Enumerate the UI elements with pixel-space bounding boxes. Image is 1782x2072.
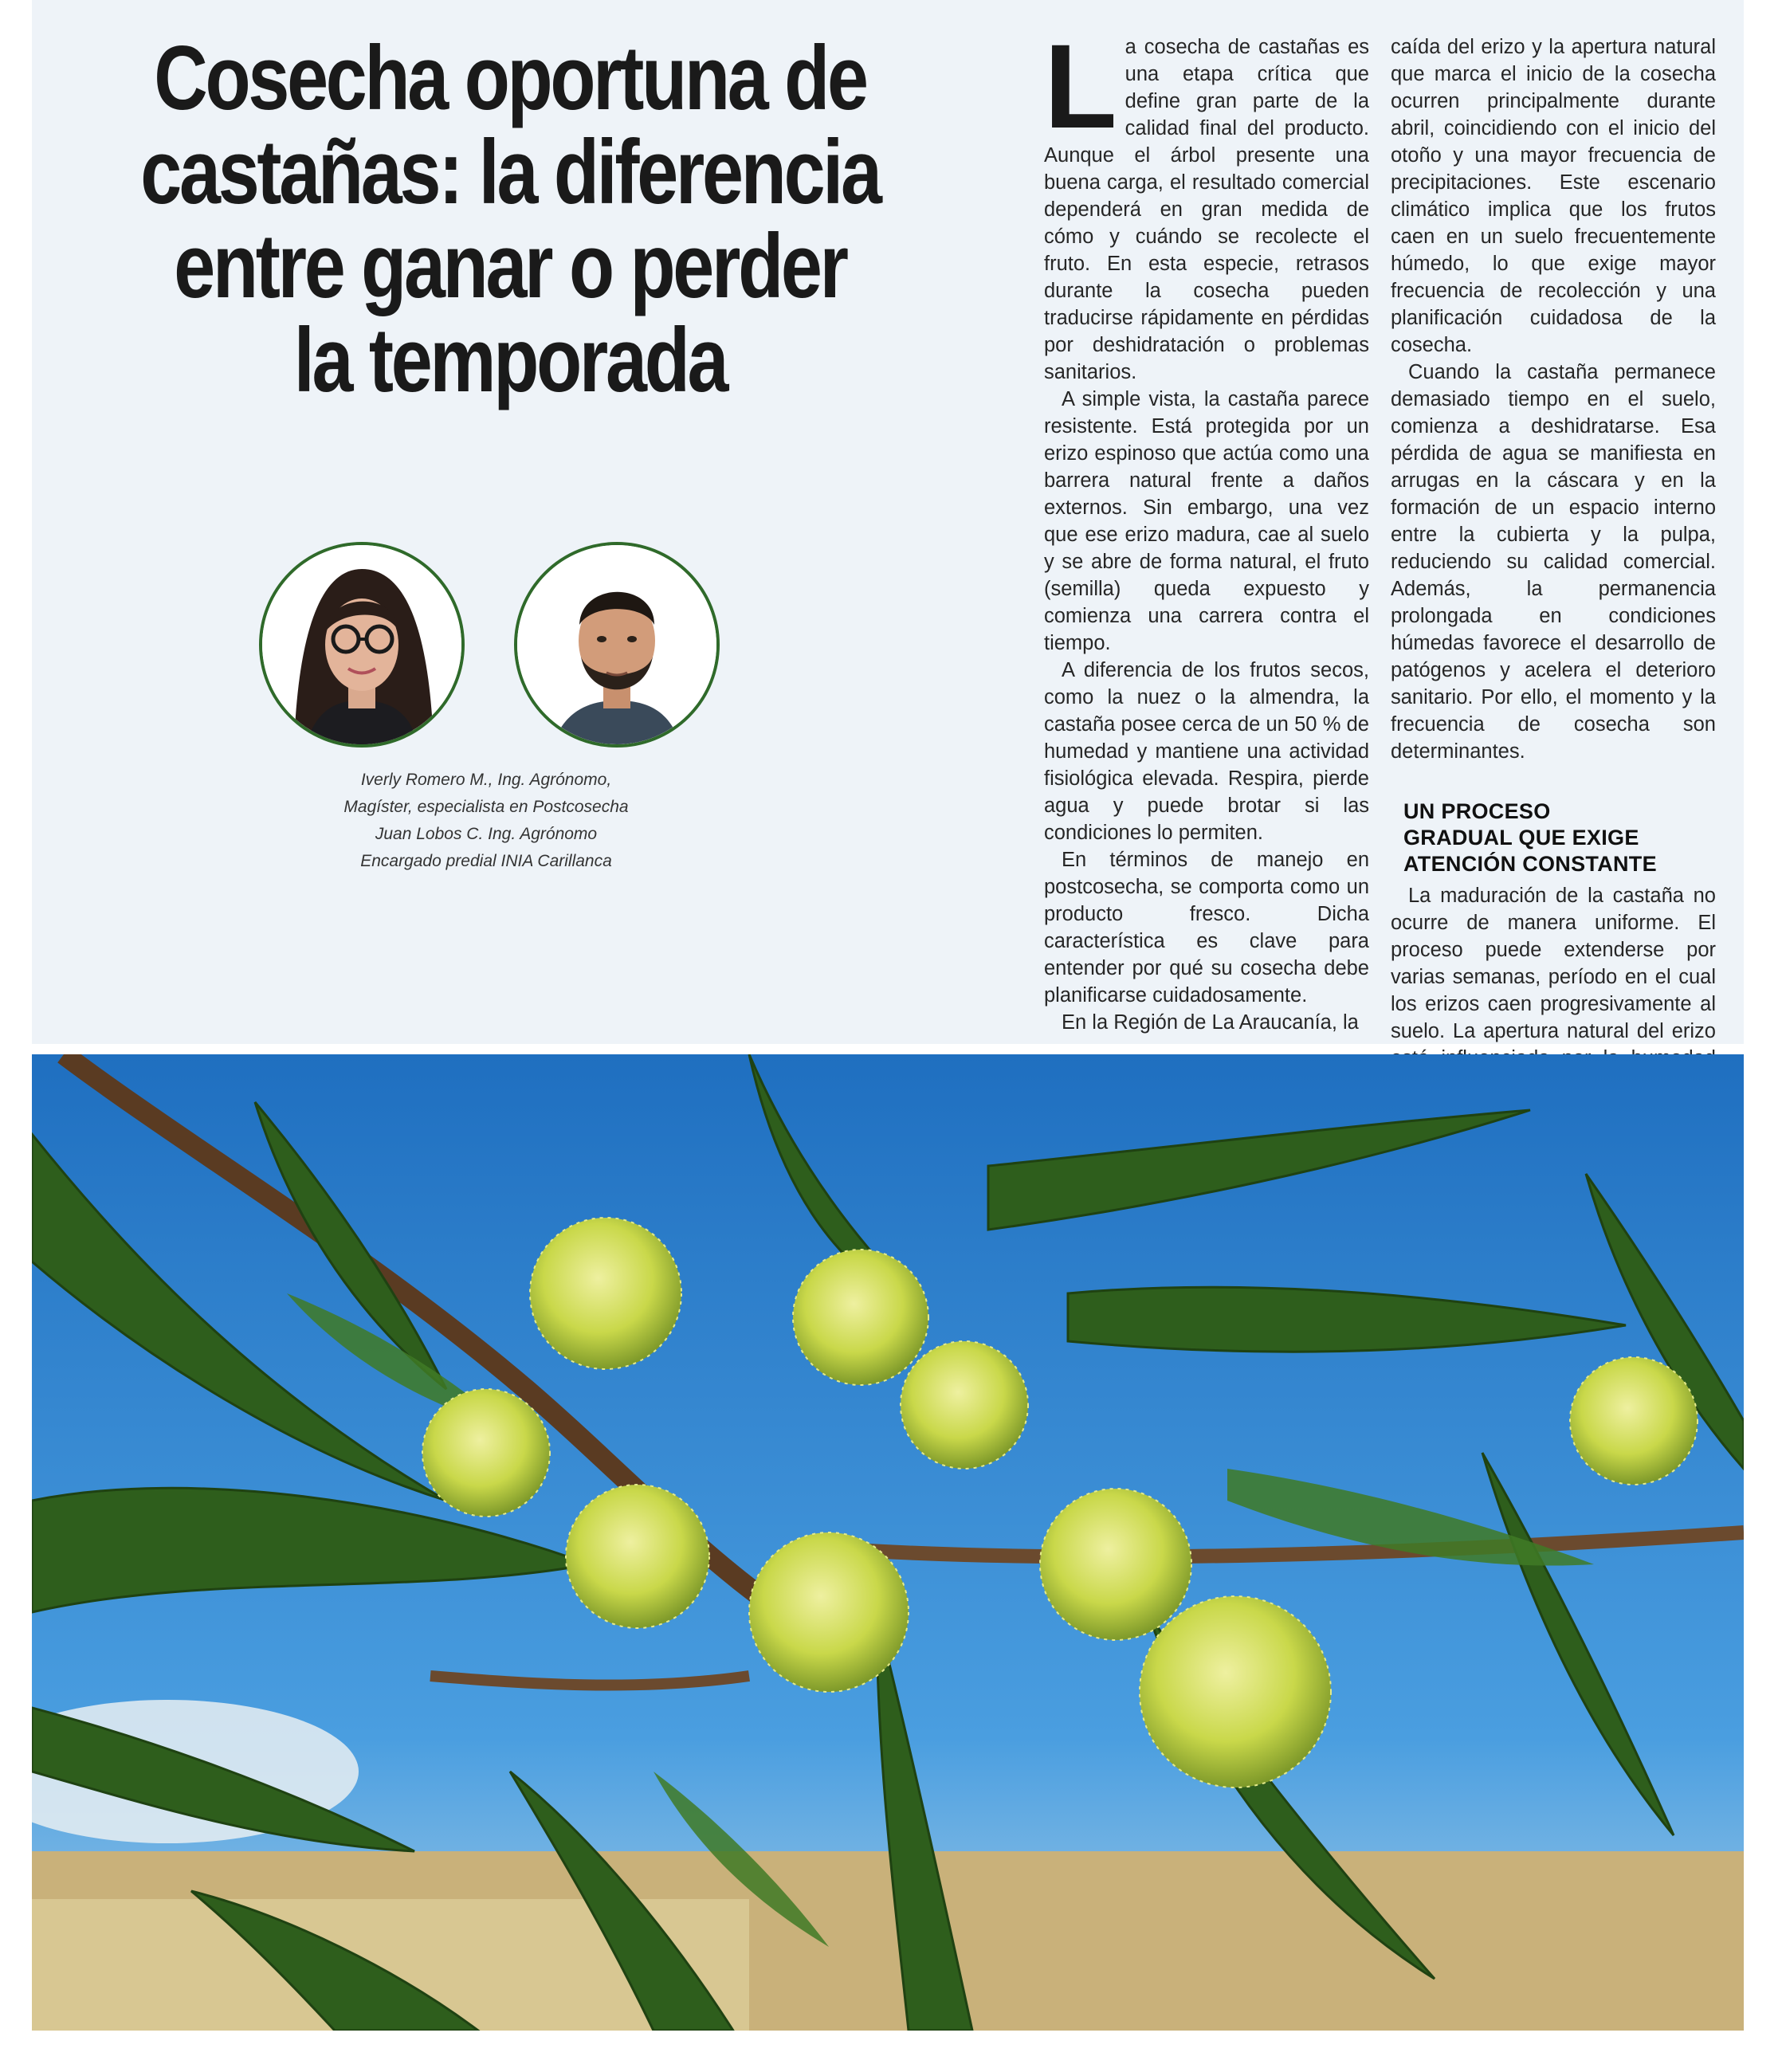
- article-headline: Cosecha oportuna de castañas: la diferencia entre ganar o perder la temporada: [140, 28, 880, 411]
- body-paragraph: caída del erizo y la apertura natural que marca el inicio de la cosecha ocurren principalmente durante abril, coincidiendo con el inicio del otoño y una mayor frecuencia de precipitaciones. Este escenario climático implica que los frutos caen en un suelo frecuentemente húmedo, lo que exige mayor frecuencia de recolección y una planificación cuidadosa de la cosecha.: [1391, 36, 1716, 356]
- article-column-2: [1391, 33, 1716, 1099]
- subheading-line: GRADUAL QUE EXIGE: [1403, 826, 1639, 850]
- author-credit-line: Magíster, especialista en Postcosecha: [343, 798, 629, 816]
- subheading-line: UN PROCESO: [1403, 799, 1551, 823]
- author-credit-line: Juan Lobos C. Ing. Agrónomo: [375, 825, 598, 843]
- section-subheading: [1403, 799, 1716, 877]
- body-paragraph: En términos de manejo en postcosecha, se comporta como un producto fresco. Dicha característica es clave para entender por qué su cosecha debe planificarse cuidadosamente.: [1044, 849, 1369, 1007]
- author-credit-line: Encargado predial INIA Carillanca: [360, 852, 612, 870]
- subheading-line: ATENCIÓN CONSTANTE: [1403, 852, 1657, 876]
- woman-portrait-illustration: [262, 545, 461, 744]
- author-credits: [263, 767, 709, 875]
- body-text: a cosecha de castañas es una etapa crítica que define gran parte de la calidad final del producto. Aunque el árbol presente una buena carga, el resultado comercial dependerá en gran medida de cómo y cuándo se recolecte el fruto. En esta especie, retrasos durante la cosecha pueden traducirse rápidamente en pérdidas por deshidratación o problemas sanitarios.: [1044, 36, 1369, 383]
- author-portrait-romero: [259, 542, 465, 748]
- article-column-1: [1044, 19, 1369, 1036]
- man-portrait-illustration: [517, 545, 716, 744]
- author-portrait-lobos: [514, 542, 720, 748]
- body-paragraph: [1044, 19, 1369, 386]
- body-paragraph: Cuando la castaña permanece demasiado tiempo en el suelo, comienza a deshidratarse. Esa pérdida de agua se manifiesta en arrugas en la cáscara y en la formación de un espacio interno entre la cubierta y la pulpa, reduciendo su calidad comercial. Además, la permanencia prolongada en condiciones húmedas favorece el desarrollo de patógenos y acelera el deterioro sanitario. Por ello, el momento y la frecuencia de cosecha son determinantes.: [1391, 361, 1716, 763]
- chestnut-branch-illustration: [32, 1054, 1744, 2031]
- body-paragraph: A diferencia de los frutos secos, como la nuez o la almendra, la castaña posee cerca de un 50 % de humedad y mantiene una actividad fisiológica elevada. Respira, pierde agua y puede brotar si las condiciones lo permiten.: [1044, 659, 1369, 844]
- drop-cap: L: [1044, 19, 1117, 153]
- body-paragraph: A simple vista, la castaña parece resistente. Está protegida por un erizo espinoso que actúa como una barrera natural frente a daños externos. Sin embargo, una vez que ese erizo madura, cae al suelo y se abre de forma natural, el fruto (semilla) queda expuesto y comienza una carrera contra el tiempo.: [1044, 388, 1369, 654]
- body-paragraph: La maduración de la castaña no ocurre de manera uniforme. El proceso puede extenderse por varias semanas, período en el cual los erizos caen progresivamente al suelo. La apertura natural del erizo: [1391, 885, 1716, 1042]
- author-credit-line: Iverly Romero M., Ing. Agrónomo,: [360, 771, 612, 789]
- chestnut-tree-photo: [32, 1054, 1744, 2031]
- body-paragraph: En la Región de La Araucanía, la: [1062, 1011, 1359, 1034]
